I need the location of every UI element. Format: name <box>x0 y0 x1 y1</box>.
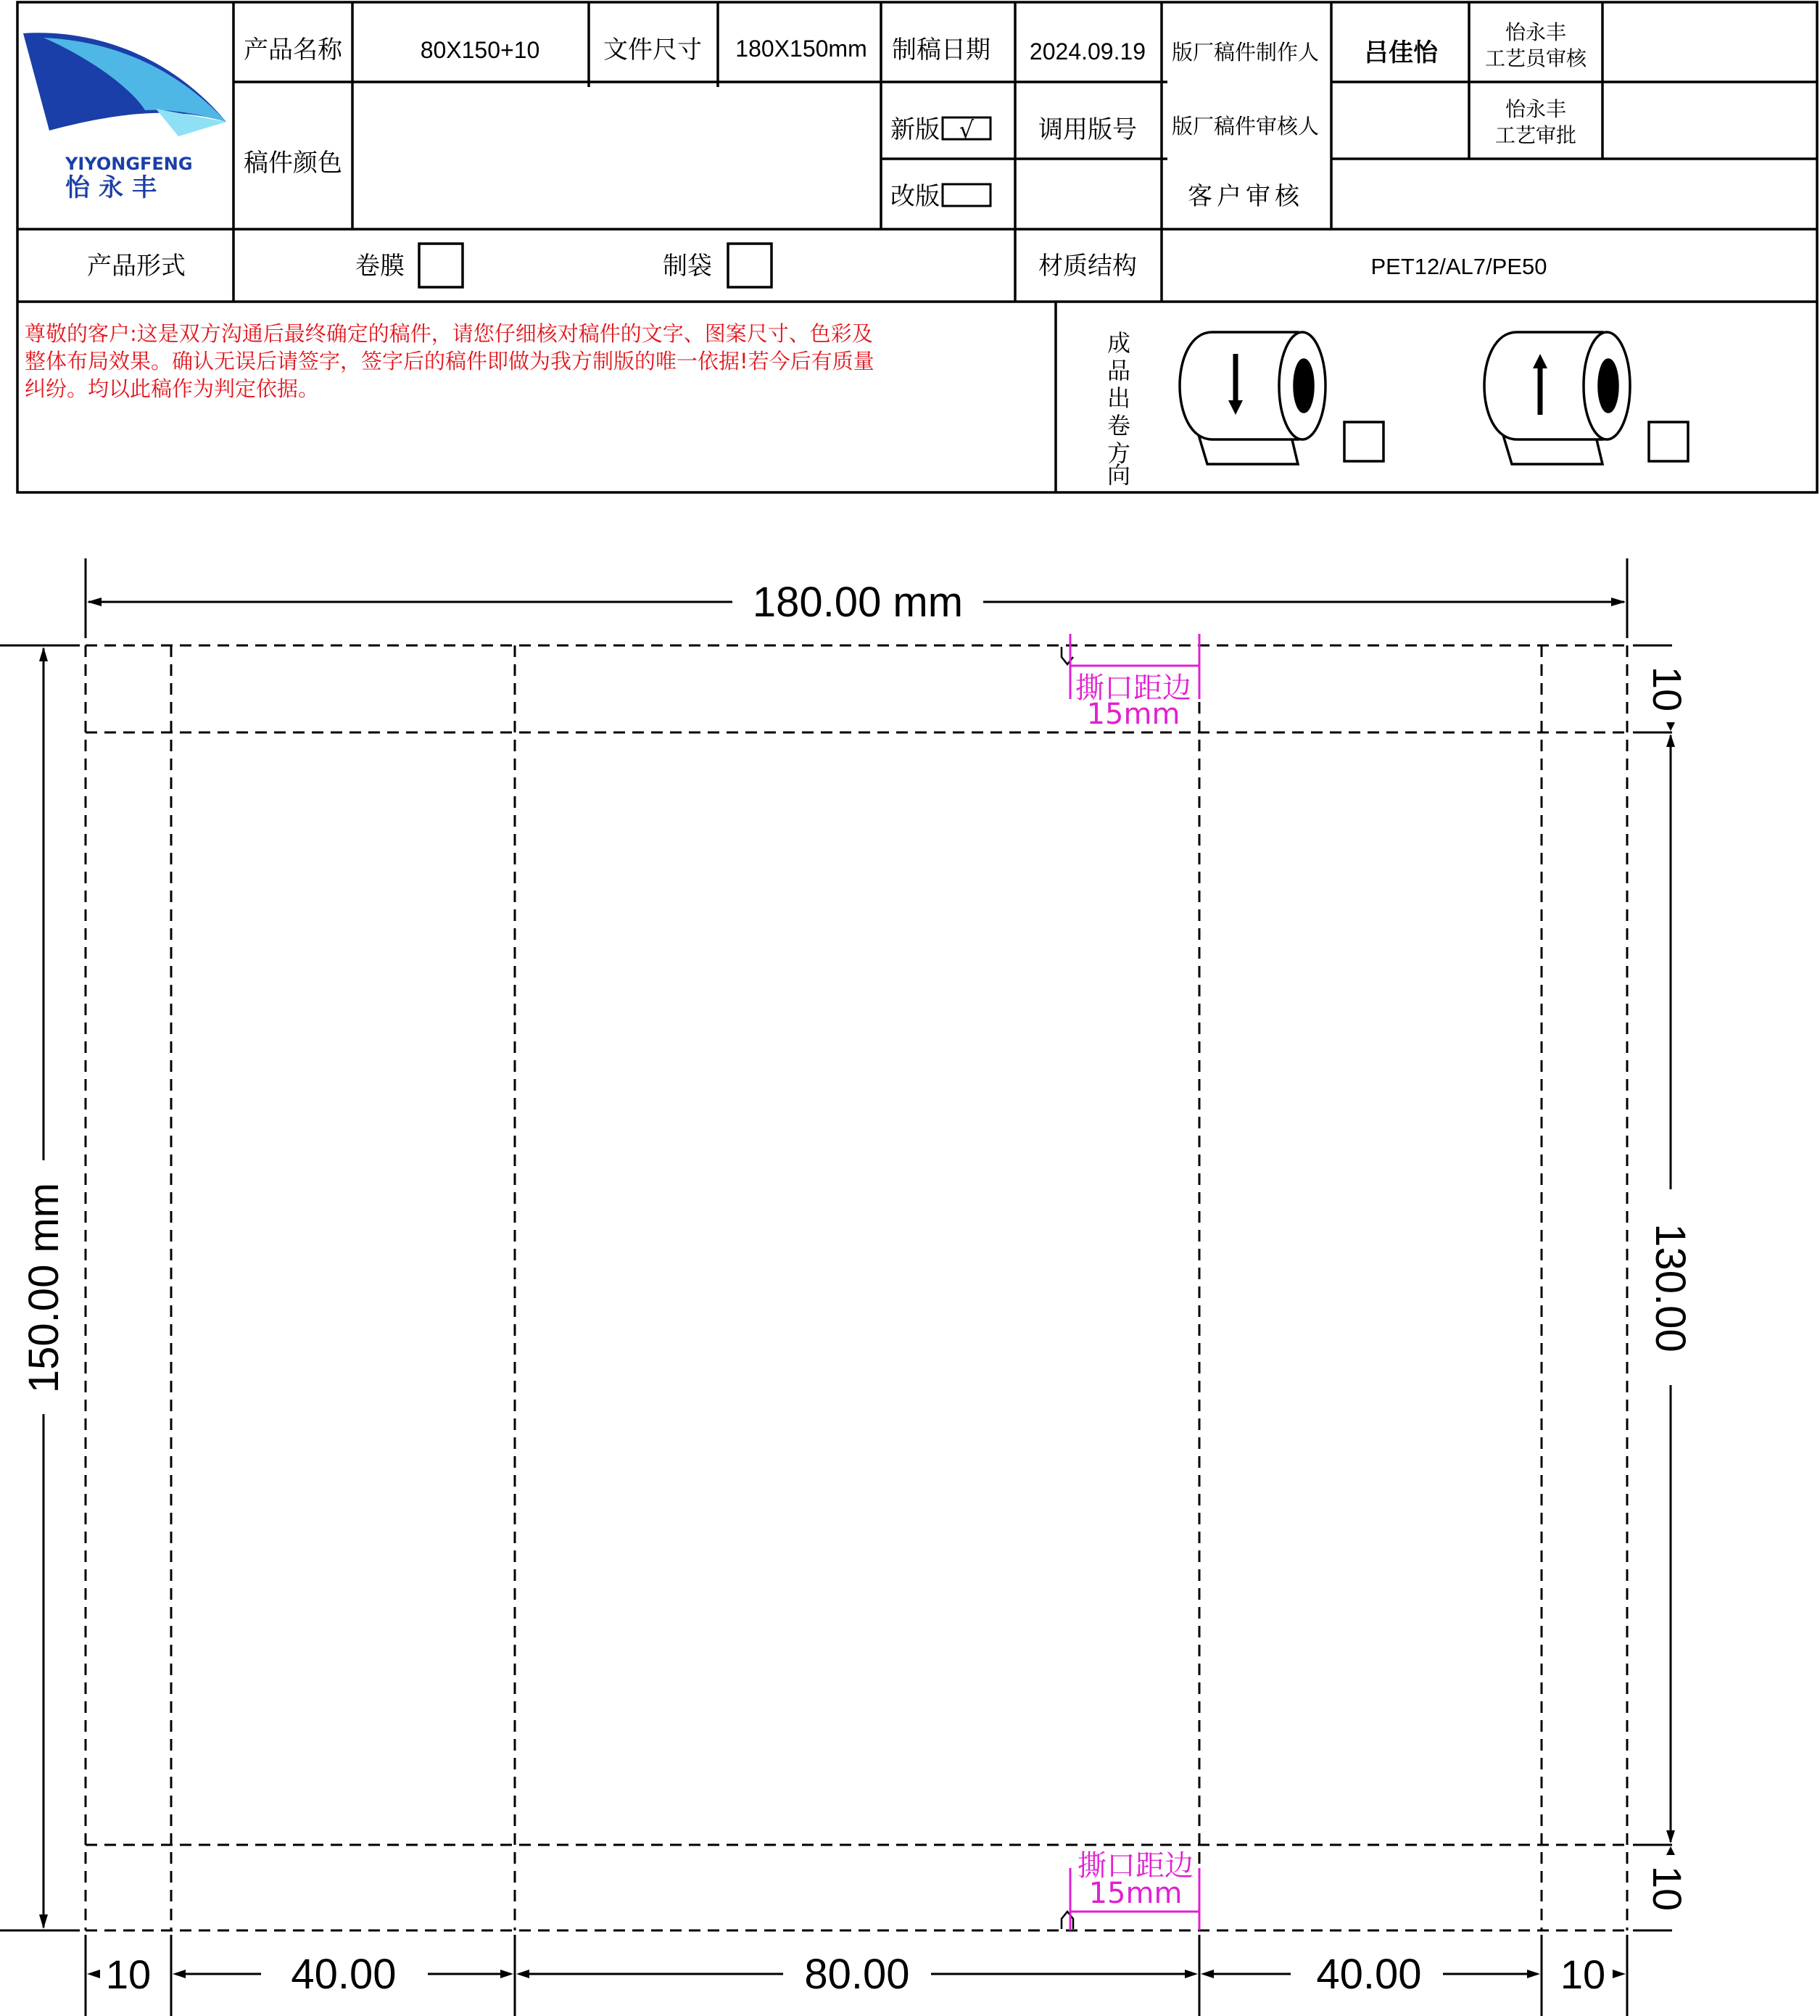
tear-label-bottom: 撕口距边 <box>1077 1849 1194 1883</box>
material-value: PET12/AL7/PE50 <box>1370 254 1547 279</box>
dimension-total-width-label: 180.00 mm <box>752 579 964 626</box>
unwind-up-checkbox[interactable] <box>1649 422 1688 461</box>
tech-approve-label-1: 怡永丰 <box>1505 97 1567 121</box>
revised-version-checkbox[interactable] <box>943 184 990 206</box>
dimension-bottom-seg-4: 40.00 <box>1316 1951 1422 1998</box>
dimension-bottom-seg-5: 10 <box>1560 1951 1606 1997</box>
extension-lines <box>0 558 1672 2016</box>
file-size-label: 文件尺寸 <box>603 36 702 65</box>
plate-maker-label: 版厂稿件制作人 <box>1172 40 1320 65</box>
svg-text:出: 出 <box>1107 384 1131 412</box>
notice-line-3: 纠纷。均以此稿作为判定依据。 <box>25 376 320 401</box>
tear-value-top: 15mm <box>1086 698 1180 731</box>
dimension-inner-height-label: 130.00 <box>1647 1223 1694 1352</box>
call-plate-label: 调用版号 <box>1038 115 1137 144</box>
tear-notch-bottom <box>1062 1912 1073 1929</box>
material-label: 材质结构 <box>1038 252 1137 281</box>
svg-text:方: 方 <box>1107 439 1131 467</box>
product-name-label: 产品名称 <box>244 36 342 65</box>
dimension-total-height-label: 150.00 mm <box>20 1182 67 1394</box>
svg-text:卷: 卷 <box>1107 412 1131 439</box>
tech-review-label-2: 工艺员审核 <box>1484 46 1587 70</box>
unwind-direction-label <box>1107 329 1130 489</box>
svg-text:成: 成 <box>1107 329 1131 357</box>
draft-date-value: 2024.09.19 <box>1029 38 1146 65</box>
tear-notch-top <box>1062 647 1073 664</box>
logo-brand-cn: 怡永丰 <box>65 173 165 202</box>
bag-label: 制袋 <box>663 252 712 281</box>
plate-maker-value: 吕佳怡 <box>1364 38 1438 67</box>
dimension-top-margin-label: 10 <box>1645 666 1690 712</box>
svg-text:品: 品 <box>1107 357 1131 384</box>
product-name-value: 80X150+10 <box>420 37 540 63</box>
revised-version-label: 改版 <box>890 182 940 211</box>
file-size-value: 180X150mm <box>735 36 867 62</box>
customer-review-label: 客户审核 <box>1188 182 1304 211</box>
roll-film-checkbox[interactable] <box>419 244 463 287</box>
tear-value-bottom: 15mm <box>1088 1877 1183 1910</box>
dieline-grid <box>86 645 1627 1930</box>
unwind-roll-up <box>1484 332 1630 464</box>
draft-date-label: 制稿日期 <box>892 36 990 65</box>
bag-checkbox[interactable] <box>728 244 772 287</box>
notice-line-2: 整体布局效果。确认无误后请签字，签字后的稿件即做为我方制版的唯一依据!若今后有质量 <box>25 349 874 373</box>
new-version-label: 新版 <box>890 115 940 144</box>
company-logo <box>23 33 226 202</box>
notice-line-1: 尊敬的客户:这是双方沟通后最终确定的稿件，请您仔细核对稿件的文字、图案尺寸、色彩及 <box>25 321 873 346</box>
tear-label-top: 撕口距边 <box>1075 672 1191 705</box>
dimension-bottom-seg-1: 10 <box>105 1951 152 1997</box>
tech-approve-label-2: 工艺审批 <box>1494 123 1577 147</box>
svg-text:向: 向 <box>1107 461 1131 489</box>
dimension-bottom-seg-3: 80.00 <box>804 1951 910 1998</box>
dimension-bottom-margin-label: 10 <box>1645 1865 1690 1912</box>
roll-film-label: 卷膜 <box>355 252 405 281</box>
dimension-bottom-seg-2: 40.00 <box>291 1951 397 1998</box>
unwind-down-checkbox[interactable] <box>1344 422 1383 461</box>
plate-reviewer-label: 版厂稿件审核人 <box>1172 114 1320 139</box>
tech-review-label-1: 怡永丰 <box>1505 20 1567 44</box>
color-label: 稿件颜色 <box>244 149 342 178</box>
unwind-roll-down <box>1180 332 1325 464</box>
new-version-check-mark: √ <box>959 116 975 144</box>
logo-brand-en: YIYONGFENG <box>65 154 193 174</box>
product-form-label: 产品形式 <box>87 252 186 281</box>
